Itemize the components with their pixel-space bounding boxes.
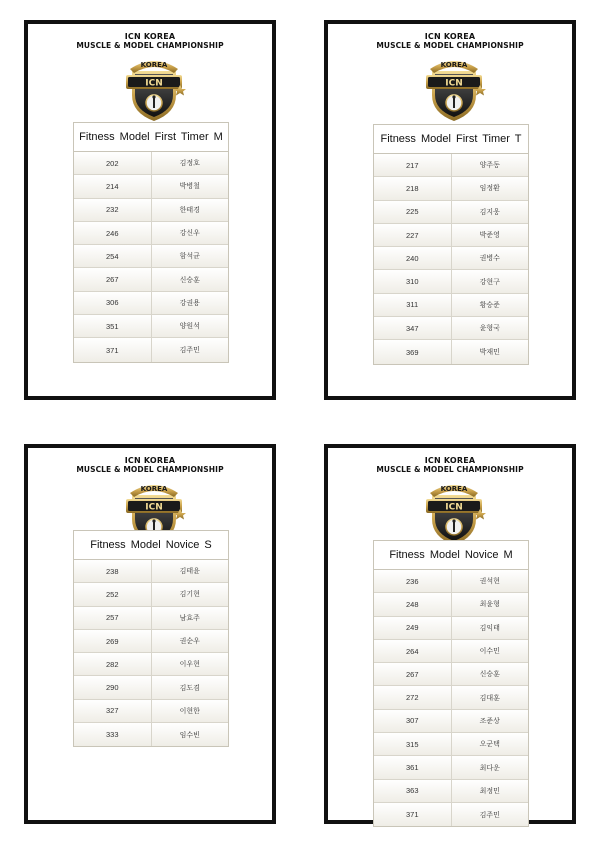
contestant-name: 김주민	[179, 346, 200, 355]
event-header	[328, 32, 572, 50]
contestant-number: 290	[74, 676, 152, 698]
contestant-number: 272	[374, 686, 452, 708]
contestant-name: 권석현	[479, 577, 500, 586]
contestant-name: 남효주	[179, 613, 200, 622]
contestant-number: 267	[74, 268, 152, 290]
contestant-number: 371	[374, 803, 452, 826]
contestant-name: 강신우	[179, 229, 200, 238]
contestant-name: 이우현	[179, 660, 200, 669]
contestant-number: 249	[374, 617, 452, 639]
contestant-name: 임정환	[479, 184, 500, 193]
logo-top-text: KOREA	[140, 61, 168, 69]
contestant-number: 248	[374, 593, 452, 615]
header-line1: ICN KOREA	[424, 32, 476, 41]
table-row	[74, 630, 228, 653]
table-row	[374, 177, 528, 200]
table-row	[74, 700, 228, 723]
logo-top-text: KOREA	[140, 485, 168, 493]
table-row	[374, 640, 528, 663]
logo-top-text: KOREA	[440, 485, 468, 493]
contestant-number: 257	[74, 607, 152, 629]
header-line2: MUSCLE & MODEL CHAMPIONSHIP	[376, 41, 524, 50]
header-line1: ICN KOREA	[124, 456, 176, 465]
card-first-timer-t	[324, 20, 576, 400]
contestant-name: 양원석	[179, 322, 200, 331]
table-row	[374, 593, 528, 616]
table-row	[374, 570, 528, 593]
contestant-name: 한태경	[179, 205, 200, 214]
logo-main-text: ICN	[145, 78, 163, 89]
table-row	[374, 710, 528, 733]
contestant-name: 황승준	[479, 300, 500, 309]
contestant-name: 김도겸	[179, 683, 200, 692]
table-row	[74, 245, 228, 268]
table-row	[374, 224, 528, 247]
header-line1: ICN KOREA	[424, 456, 476, 465]
table-title: Fitness Model Novice M	[374, 541, 528, 570]
table-row	[74, 152, 228, 175]
contestant-name: 임수빈	[179, 730, 200, 739]
card-novice-s	[24, 444, 276, 824]
table-row	[374, 663, 528, 686]
contestant-number: 218	[374, 177, 452, 199]
icn-korea-logo-icon	[122, 51, 186, 123]
table-row	[74, 199, 228, 222]
contestant-number: 267	[374, 663, 452, 685]
header-line2: MUSCLE & MODEL CHAMPIONSHIP	[76, 41, 224, 50]
contestant-number: 269	[74, 630, 152, 652]
contestant-number: 236	[374, 570, 452, 592]
table-body	[74, 152, 228, 362]
contestant-number: 227	[374, 224, 452, 246]
contestant-number: 225	[374, 201, 452, 223]
contestant-number: 315	[374, 733, 452, 755]
table-row	[374, 247, 528, 270]
contestant-number: 371	[74, 338, 152, 361]
contestant-name: 권순우	[179, 637, 200, 646]
table-row	[74, 175, 228, 198]
contestant-name: 김정호	[179, 159, 200, 168]
icn-korea-logo-icon	[422, 475, 486, 547]
table-row	[374, 270, 528, 293]
contestant-name: 최정민	[479, 786, 500, 795]
contestant-name: 김대훈	[479, 693, 500, 702]
results-table	[73, 122, 229, 363]
contestant-name: 이수민	[479, 647, 500, 656]
contestant-number: 246	[74, 222, 152, 244]
table-body	[374, 154, 528, 364]
table-row	[74, 676, 228, 699]
contestant-name: 김기현	[179, 590, 200, 599]
contestant-name: 강현구	[479, 277, 500, 286]
contestant-number: 311	[374, 294, 452, 316]
table-row	[74, 583, 228, 606]
contestant-name: 박준영	[479, 231, 500, 240]
contestant-number: 310	[374, 270, 452, 292]
contestant-name: 김지웅	[479, 207, 500, 216]
contestant-name: 신승훈	[179, 275, 200, 284]
contestant-number: 217	[374, 154, 452, 176]
contestant-name: 박재민	[479, 348, 500, 357]
table-row	[74, 607, 228, 630]
contestant-number: 238	[74, 560, 152, 582]
contestant-name: 양주동	[479, 161, 500, 170]
contestant-number: 363	[374, 780, 452, 802]
card-novice-m	[324, 444, 576, 824]
contestant-number: 232	[74, 199, 152, 221]
contestant-number: 254	[74, 245, 152, 267]
table-row	[374, 294, 528, 317]
contestant-name: 권병수	[479, 254, 500, 263]
contestant-number: 333	[74, 723, 152, 746]
contestant-number: 361	[374, 756, 452, 778]
header-line2: MUSCLE & MODEL CHAMPIONSHIP	[76, 465, 224, 474]
table-body	[374, 570, 528, 826]
contestant-name: 윤형국	[479, 324, 500, 333]
event-header	[328, 456, 572, 474]
table-row	[74, 723, 228, 746]
table-title: Fitness Model First Timer M	[74, 123, 228, 152]
card-first-timer-m	[24, 20, 276, 400]
contestant-name: 함석균	[179, 252, 200, 261]
contestant-name: 강권용	[179, 298, 200, 307]
table-row	[374, 340, 528, 363]
event-header	[28, 32, 272, 50]
table-row	[74, 268, 228, 291]
logo-main-text: ICN	[445, 502, 463, 513]
table-row	[74, 292, 228, 315]
header-line1: ICN KOREA	[124, 32, 176, 41]
table-row	[374, 733, 528, 756]
logo-main-text: ICN	[445, 78, 463, 89]
results-table	[373, 540, 529, 827]
contestant-name: 김태윤	[179, 567, 200, 576]
contestant-name: 조준상	[479, 716, 500, 725]
results-table	[73, 530, 229, 747]
event-header	[28, 456, 272, 474]
table-row	[74, 315, 228, 338]
table-row	[374, 201, 528, 224]
contestant-number: 327	[74, 700, 152, 722]
contestant-number: 252	[74, 583, 152, 605]
contestant-name: 최다운	[479, 763, 500, 772]
logo-main-text: ICN	[145, 502, 163, 513]
contestant-number: 214	[74, 175, 152, 197]
contestant-number: 307	[374, 710, 452, 732]
table-row	[374, 317, 528, 340]
icn-korea-logo-icon	[422, 51, 486, 123]
table-row	[74, 653, 228, 676]
contestant-name: 신승훈	[479, 670, 500, 679]
results-table	[373, 124, 529, 365]
contestant-number: 264	[374, 640, 452, 662]
contestant-name: 김주민	[479, 810, 500, 819]
contestant-number: 282	[74, 653, 152, 675]
contestant-name: 오군택	[479, 740, 500, 749]
table-row	[374, 686, 528, 709]
contestant-name: 박병철	[179, 182, 200, 191]
contestant-name: 최윤형	[479, 600, 500, 609]
contestant-number: 351	[74, 315, 152, 337]
contestant-number: 369	[374, 340, 452, 363]
contestant-number: 240	[374, 247, 452, 269]
header-line2: MUSCLE & MODEL CHAMPIONSHIP	[376, 465, 524, 474]
table-row	[74, 222, 228, 245]
table-row	[74, 338, 228, 361]
table-body	[74, 560, 228, 746]
table-title: Fitness Model Novice S	[74, 531, 228, 560]
logo-top-text: KOREA	[440, 61, 468, 69]
contestant-name: 김익태	[479, 623, 500, 632]
contestant-number: 306	[74, 292, 152, 314]
table-row	[374, 756, 528, 779]
table-row	[374, 803, 528, 826]
table-row	[374, 780, 528, 803]
contestant-number: 202	[74, 152, 152, 174]
table-row	[374, 154, 528, 177]
contestant-name: 이현한	[179, 706, 200, 715]
table-row	[374, 617, 528, 640]
contestant-number: 347	[374, 317, 452, 339]
table-title: Fitness Model First Timer T	[374, 125, 528, 154]
table-row	[74, 560, 228, 583]
